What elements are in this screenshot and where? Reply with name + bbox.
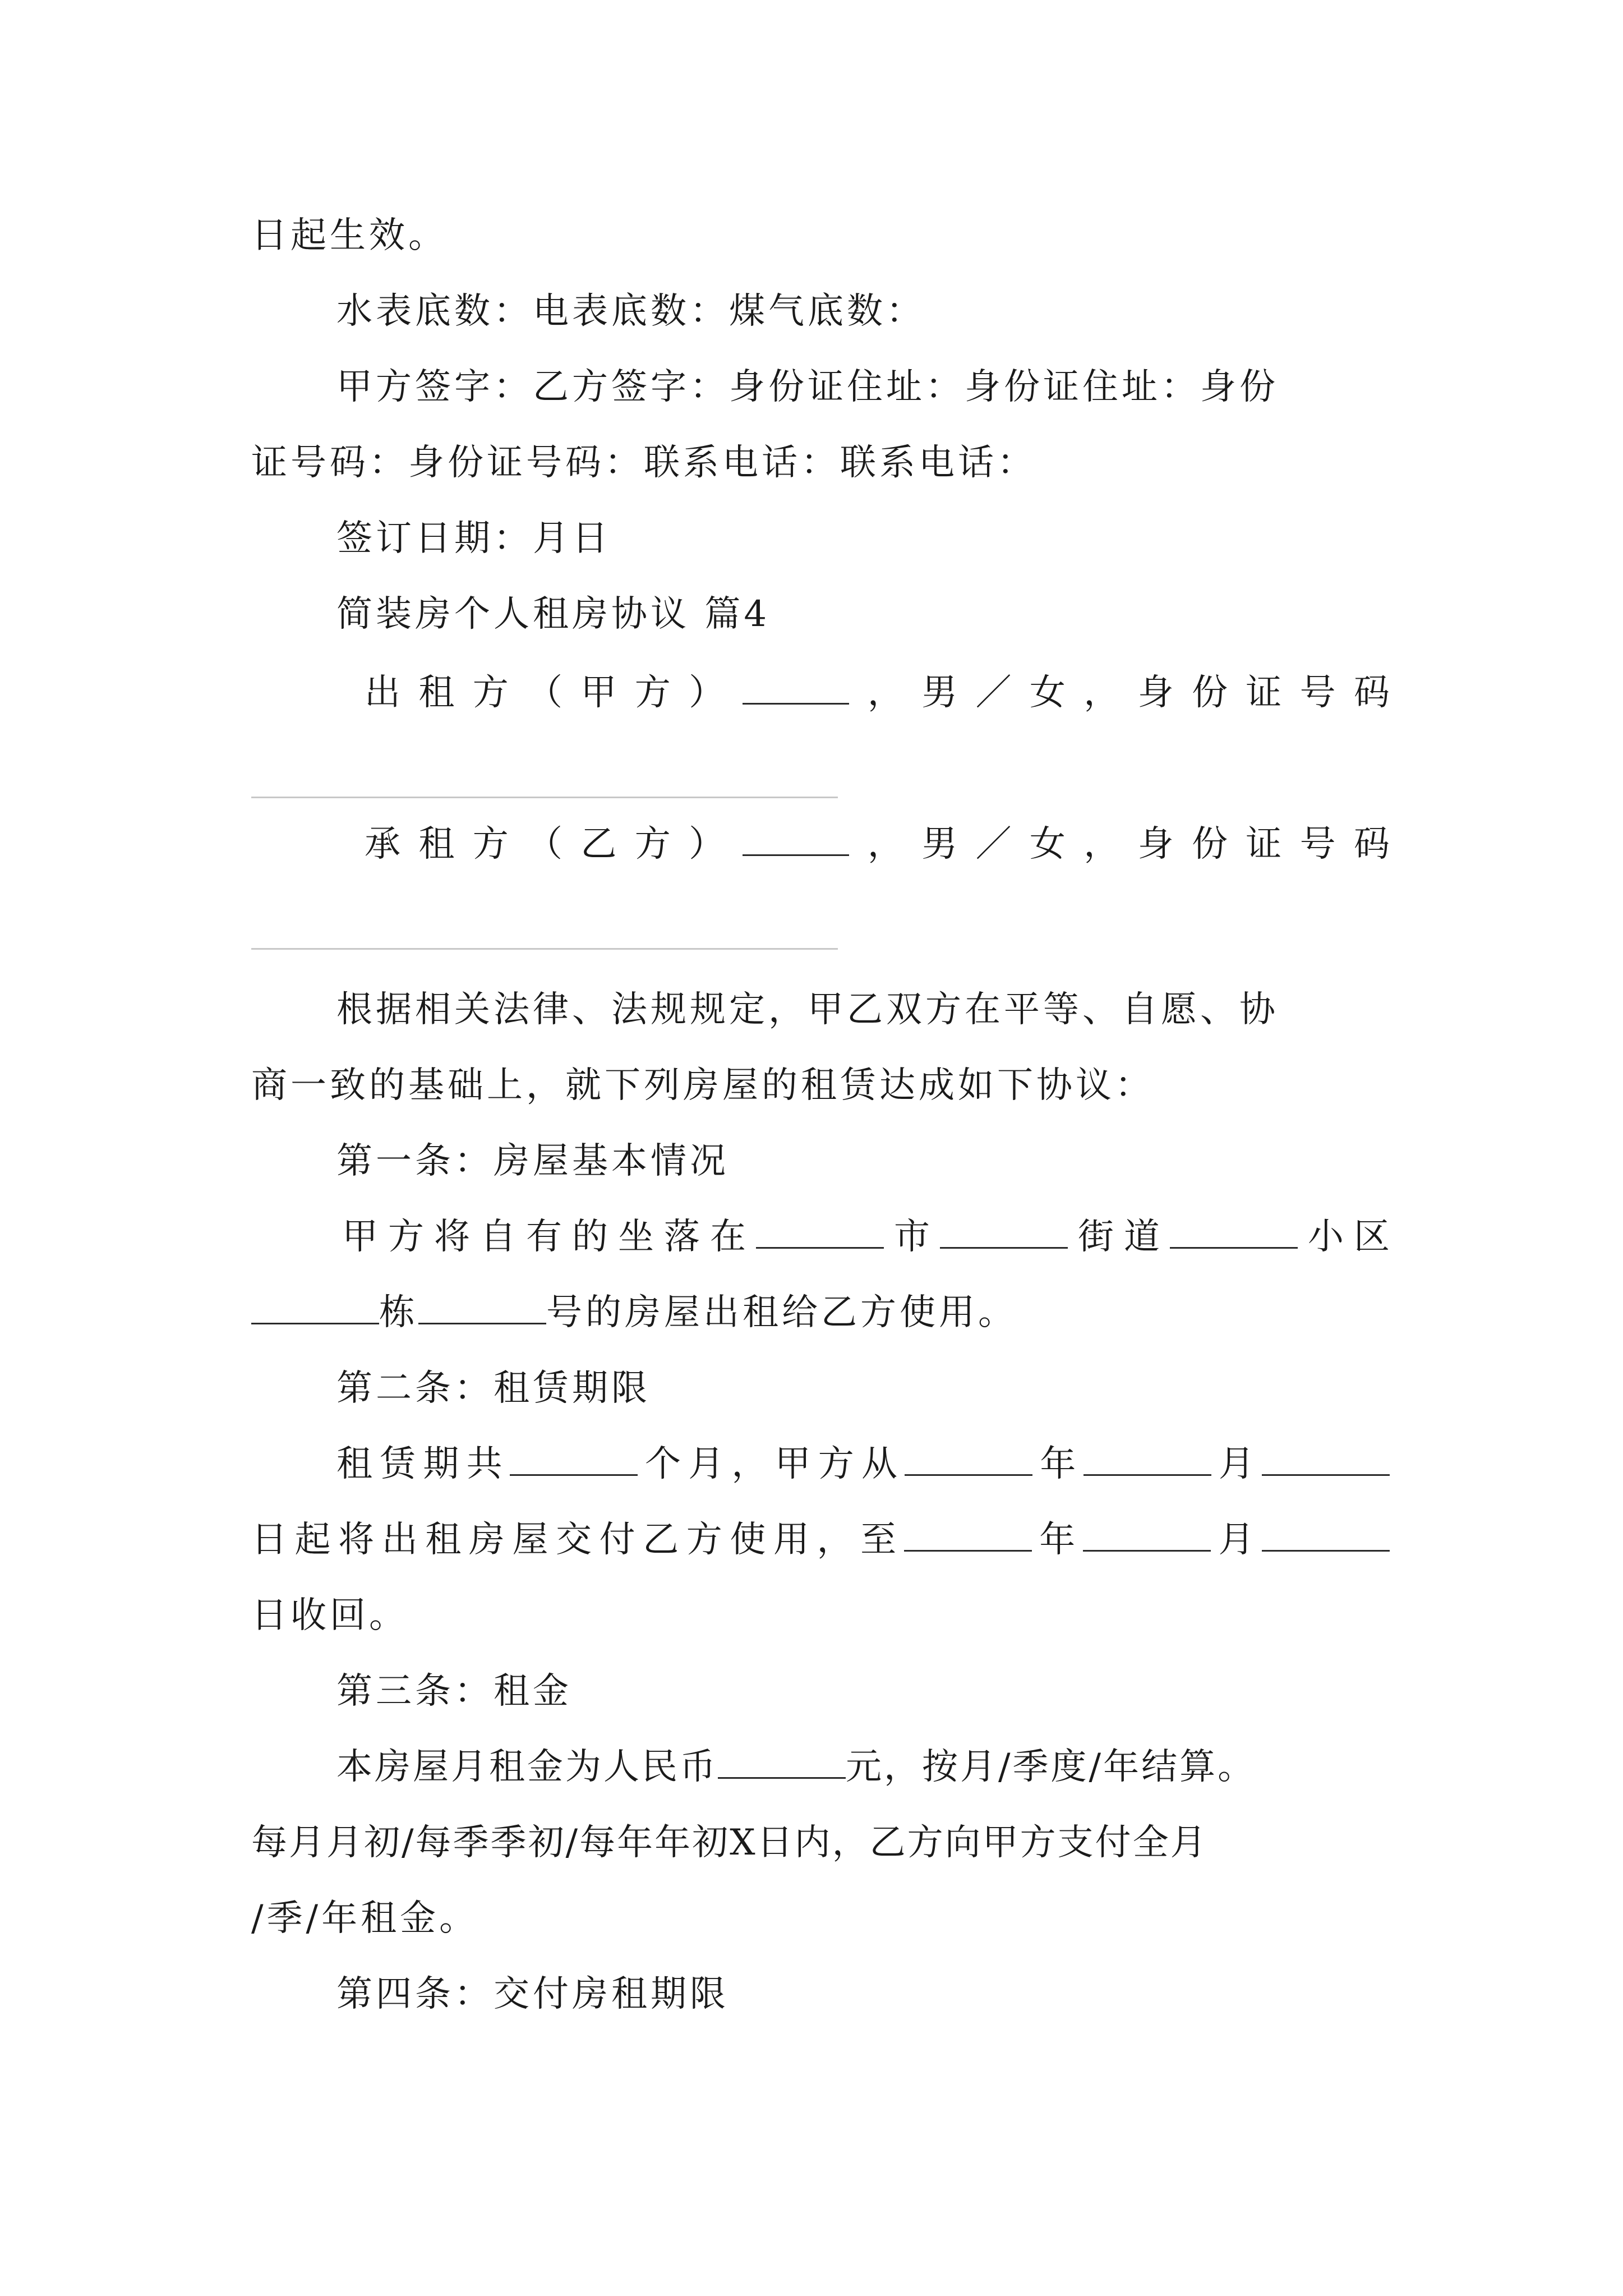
text-line: 根据相关法律、法规规定，甲乙双方在平等、自愿、协	[336, 989, 1279, 1030]
blank-field	[743, 823, 849, 856]
article-heading: 第二条：租赁期限	[336, 1368, 651, 1409]
text-line: 甲方将自有的坐落在 市 街道 小区	[342, 1216, 1390, 1258]
text-line: 水表底数：电表底数：煤气底数：	[336, 291, 925, 332]
text-line: 日收回。	[251, 1595, 408, 1636]
blank-field	[718, 1746, 846, 1779]
text-line: 证号码：身份证号码：联系电话：联系电话：	[251, 442, 1036, 484]
text-line: 栋 号的房屋出租给乙方使用。	[251, 1290, 1390, 1335]
blank-field	[251, 1291, 379, 1324]
blank-field	[1262, 1519, 1390, 1552]
section-heading: 简装房个人租房协议 篇4	[336, 593, 771, 635]
blank-field	[1083, 1443, 1211, 1476]
text-line: 租赁期共 个月，甲方从 年 月	[336, 1442, 1390, 1487]
text-line: 甲方签字：乙方签字：身份证住址：身份证住址：身份	[336, 366, 1279, 408]
blank-field	[1170, 1216, 1298, 1249]
text-line: 日起将出租房屋交付乙方使用，至 年 月	[251, 1517, 1390, 1562]
blank-field	[510, 1443, 638, 1476]
blank-field	[743, 671, 849, 705]
blank-field	[940, 1216, 1068, 1249]
article-heading: 第一条：房屋基本情况	[336, 1140, 729, 1182]
blank-field	[418, 1291, 546, 1324]
text-line: 本房屋月租金为人民币 元，按月/季度/年结算。	[336, 1746, 1256, 1788]
lessee-label: 承租方（乙方）	[365, 823, 743, 865]
text-line: 每月月初/每季季初/每年年初X日内，乙方向甲方支付全月	[251, 1822, 1208, 1864]
blank-field	[1083, 1519, 1211, 1552]
lessor-line	[365, 670, 1390, 715]
blank-field	[1262, 1443, 1390, 1476]
blank-field	[904, 1519, 1032, 1552]
id-number-rule	[251, 797, 838, 798]
lessee-suffix: ，男／女，身份证号码	[849, 823, 1390, 865]
lessor-label: 出租方（甲方）	[365, 672, 743, 714]
text-line: 日起生效。	[251, 215, 448, 256]
text-line: /季/年租金。	[251, 1898, 479, 1939]
lessor-suffix: ，男／女，身份证号码	[849, 672, 1390, 714]
article-heading: 第三条：租金	[336, 1671, 572, 1712]
text-line: 签订日期：月日	[336, 518, 611, 559]
blank-field	[905, 1443, 1032, 1476]
blank-field	[756, 1216, 884, 1249]
text-line: 商一致的基础上，就下列房屋的租赁达成如下协议：	[251, 1065, 1154, 1106]
id-number-rule	[251, 948, 838, 950]
lessee-line	[365, 822, 1390, 867]
article-heading: 第四条：交付房租期限	[336, 1973, 729, 2015]
